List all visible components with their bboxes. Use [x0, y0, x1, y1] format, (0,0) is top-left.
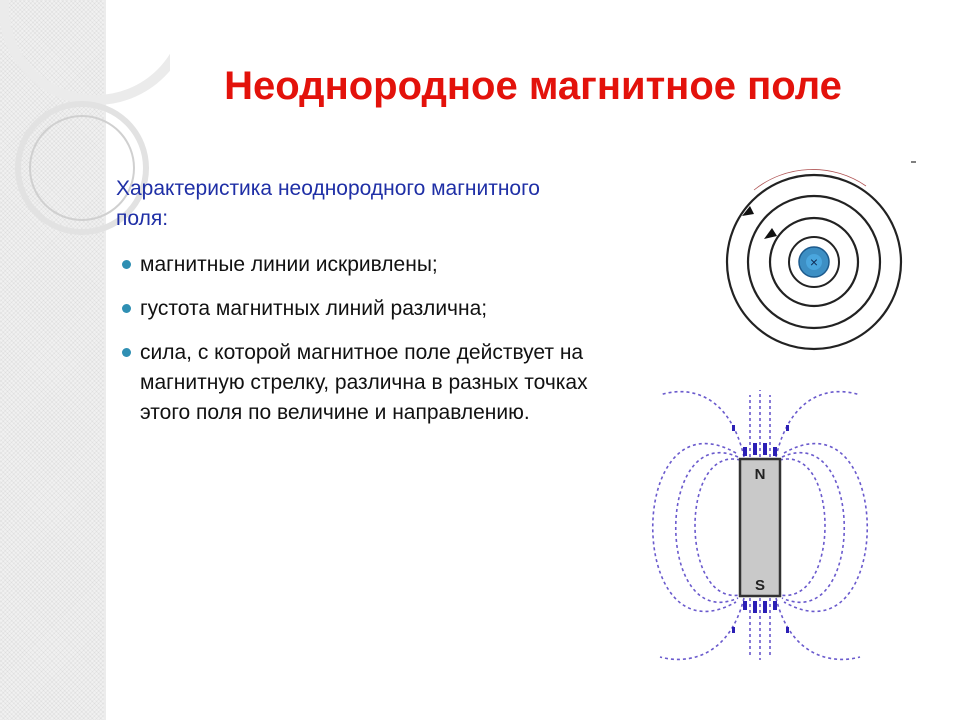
wire-cross-symbol: ×: [809, 254, 819, 270]
bullet-item: [118, 294, 618, 324]
bullet-dot-icon: [122, 348, 131, 357]
bullet-dot-icon: [122, 260, 131, 269]
bullet-item: [118, 250, 618, 280]
bullet-dot-icon: [122, 304, 131, 313]
bullet-item: [118, 338, 618, 428]
bullet-text: магнитные линии искривлены;: [140, 253, 438, 276]
bar-magnet-field-diagram: [640, 365, 880, 675]
south-pole-label: S: [754, 577, 766, 594]
north-pole-label: N: [754, 466, 766, 483]
bullet-text: сила, с которой магнитное поле действует на магнитную стрелку, различна в разных точках этого поля по величине и направлению.: [140, 341, 588, 424]
bullet-text: густота магнитных линий различна;: [140, 297, 488, 320]
intro-text: Характеристика неоднородного магнитного поля:: [116, 177, 540, 230]
page-title: Неоднородное магнитное поле: [224, 64, 842, 108]
arrow-icon: [764, 228, 777, 239]
bullet-list: [118, 250, 618, 442]
current-wire-field-diagram: [720, 150, 930, 370]
